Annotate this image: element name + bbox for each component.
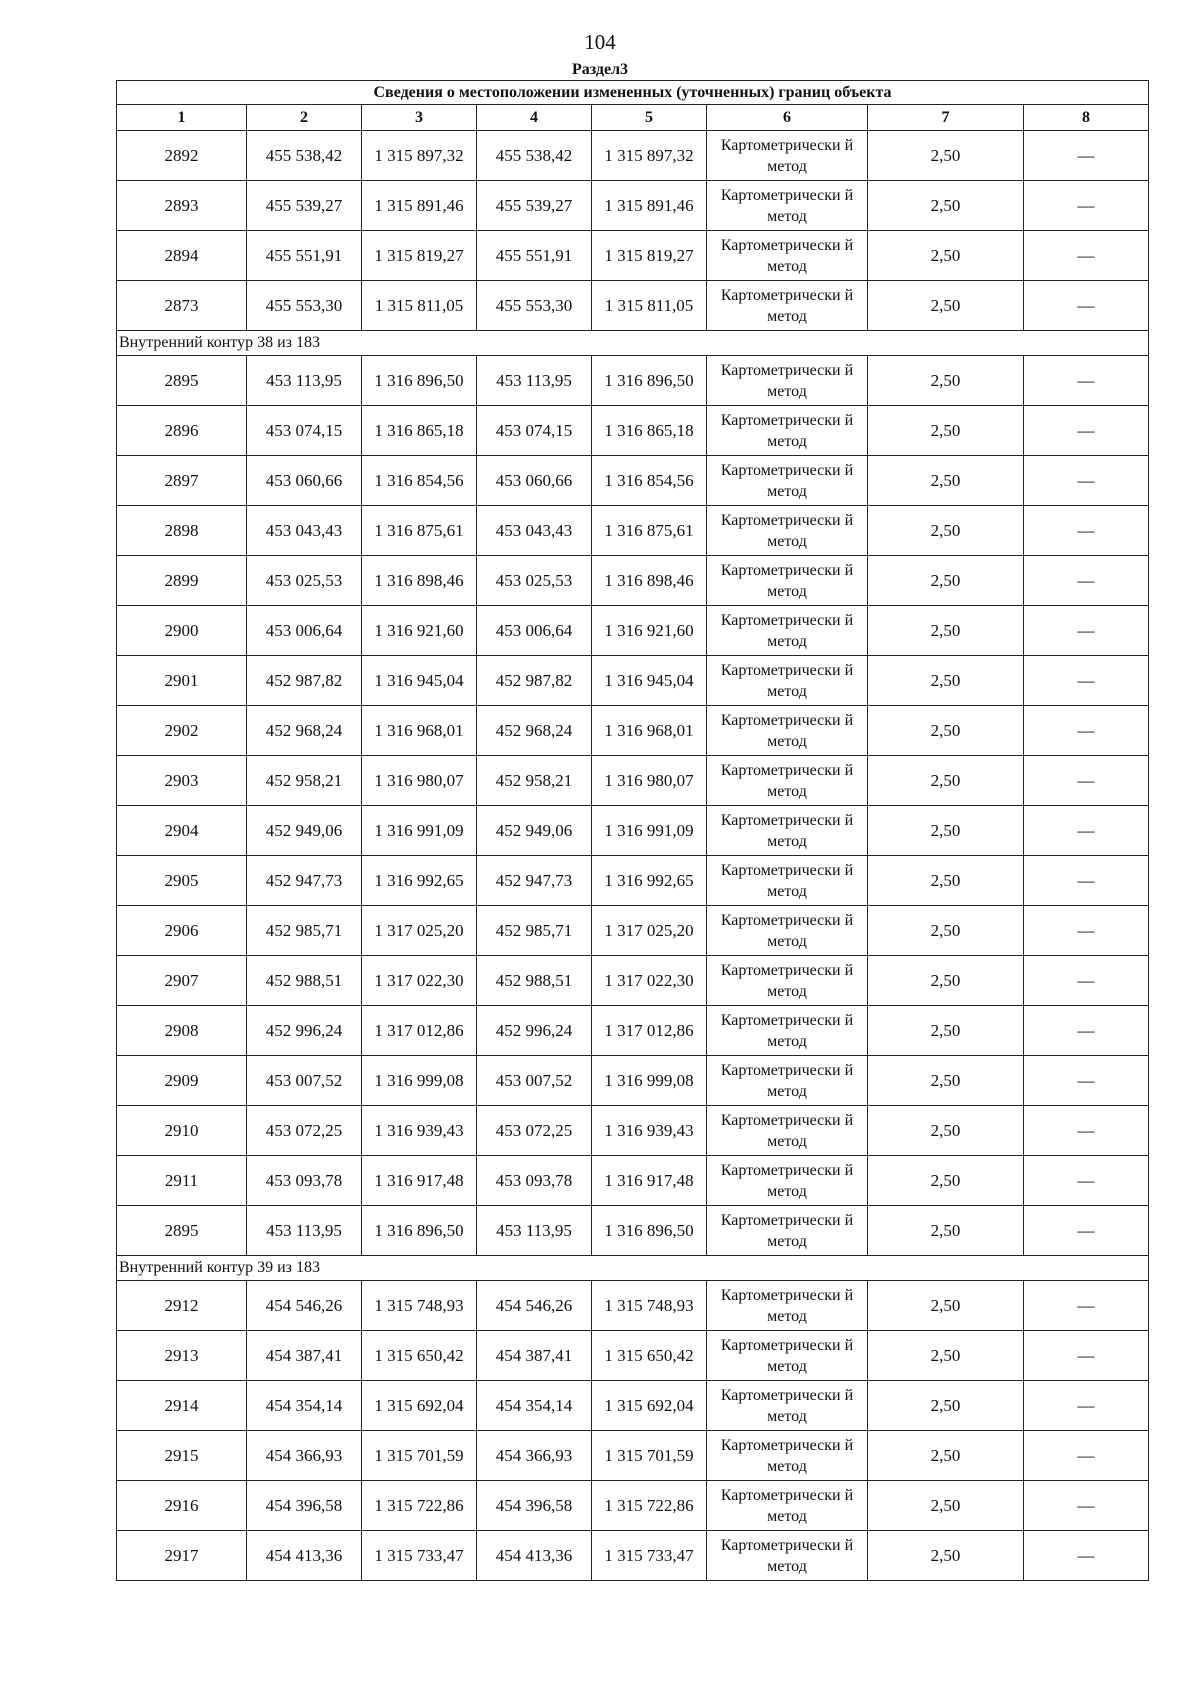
x-new-cell: 455 551,91 [477, 231, 592, 281]
method-cell: Картометрически й метод [707, 1156, 868, 1206]
method-cell: Картометрически й метод [707, 1381, 868, 1431]
y-old-cell: 1 316 917,48 [362, 1156, 477, 1206]
y-old-cell: 1 317 022,30 [362, 956, 477, 1006]
accuracy-cell: 2,50 [868, 1481, 1024, 1531]
y-new-cell: 1 315 733,47 [592, 1531, 707, 1581]
table-caption-row [117, 81, 1149, 105]
x-new-cell: 453 113,95 [477, 1206, 592, 1256]
y-old-cell: 1 315 692,04 [362, 1381, 477, 1431]
description-cell: — [1024, 231, 1149, 281]
y-new-cell: 1 316 917,48 [592, 1156, 707, 1206]
method-cell: Картометрически й метод [707, 1431, 868, 1481]
point-number-cell: 2892 [117, 131, 247, 181]
method-cell: Картометрически й метод [707, 856, 868, 906]
y-old-cell: 1 315 897,32 [362, 131, 477, 181]
point-number-cell: 2899 [117, 556, 247, 606]
y-old-cell: 1 315 811,05 [362, 281, 477, 331]
y-old-cell: 1 315 819,27 [362, 231, 477, 281]
x-old-cell: 453 025,53 [247, 556, 362, 606]
description-cell: — [1024, 1531, 1149, 1581]
x-new-cell: 453 072,25 [477, 1106, 592, 1156]
y-new-cell: 1 315 692,04 [592, 1381, 707, 1431]
y-old-cell: 1 316 921,60 [362, 606, 477, 656]
point-number-cell: 2910 [117, 1106, 247, 1156]
y-new-cell: 1 316 992,65 [592, 856, 707, 906]
point-number-cell: 2916 [117, 1481, 247, 1531]
y-new-cell: 1 315 722,86 [592, 1481, 707, 1531]
y-new-cell: 1 316 875,61 [592, 506, 707, 556]
column-numbers-row [117, 105, 1149, 131]
y-old-cell: 1 315 733,47 [362, 1531, 477, 1581]
description-cell: — [1024, 556, 1149, 606]
y-old-cell: 1 315 722,86 [362, 1481, 477, 1531]
page-number: 104 [584, 30, 616, 54]
column-number: 5 [592, 105, 707, 131]
y-old-cell: 1 316 875,61 [362, 506, 477, 556]
table-row [117, 956, 1149, 1006]
column-number: 4 [477, 105, 592, 131]
method-cell: Картометрически й метод [707, 231, 868, 281]
description-cell: — [1024, 181, 1149, 231]
table-row [117, 181, 1149, 231]
description-cell: — [1024, 756, 1149, 806]
point-number-cell: 2902 [117, 706, 247, 756]
accuracy-cell: 2,50 [868, 956, 1024, 1006]
table-row [117, 1481, 1149, 1531]
y-old-cell: 1 316 939,43 [362, 1106, 477, 1156]
description-cell: — [1024, 1431, 1149, 1481]
y-new-cell: 1 315 819,27 [592, 231, 707, 281]
x-new-cell: 453 093,78 [477, 1156, 592, 1206]
accuracy-cell: 2,50 [868, 456, 1024, 506]
y-old-cell: 1 316 865,18 [362, 406, 477, 456]
table-row [117, 406, 1149, 456]
table-row [117, 1431, 1149, 1481]
table-row [117, 806, 1149, 856]
x-old-cell: 452 949,06 [247, 806, 362, 856]
y-old-cell: 1 316 896,50 [362, 356, 477, 406]
table-row [117, 756, 1149, 806]
table-row [117, 356, 1149, 406]
method-cell: Картометрически й метод [707, 356, 868, 406]
accuracy-cell: 2,50 [868, 1156, 1024, 1206]
x-new-cell: 452 996,24 [477, 1006, 592, 1056]
point-number-cell: 2895 [117, 1206, 247, 1256]
x-new-cell: 452 949,06 [477, 806, 592, 856]
x-old-cell: 453 113,95 [247, 1206, 362, 1256]
y-old-cell: 1 315 701,59 [362, 1431, 477, 1481]
accuracy-cell: 2,50 [868, 556, 1024, 606]
point-number-cell: 2895 [117, 356, 247, 406]
table-row [117, 131, 1149, 181]
description-cell: — [1024, 1481, 1149, 1531]
y-old-cell: 1 316 854,56 [362, 456, 477, 506]
x-old-cell: 452 985,71 [247, 906, 362, 956]
description-cell: — [1024, 606, 1149, 656]
accuracy-cell: 2,50 [868, 1106, 1024, 1156]
x-new-cell: 453 060,66 [477, 456, 592, 506]
description-cell: — [1024, 131, 1149, 181]
description-cell: — [1024, 1381, 1149, 1431]
x-old-cell: 452 996,24 [247, 1006, 362, 1056]
accuracy-cell: 2,50 [868, 356, 1024, 406]
x-new-cell: 452 985,71 [477, 906, 592, 956]
x-old-cell: 453 060,66 [247, 456, 362, 506]
table-caption: Сведения о местоположении измененных (уточненных) границ объекта [117, 81, 1149, 105]
description-cell: — [1024, 406, 1149, 456]
description-cell: — [1024, 506, 1149, 556]
accuracy-cell: 2,50 [868, 131, 1024, 181]
accuracy-cell: 2,50 [868, 1381, 1024, 1431]
description-cell: — [1024, 456, 1149, 506]
description-cell: — [1024, 356, 1149, 406]
accuracy-cell: 2,50 [868, 1331, 1024, 1381]
x-old-cell: 454 413,36 [247, 1531, 362, 1581]
table-row [117, 1381, 1149, 1431]
y-new-cell: 1 316 865,18 [592, 406, 707, 456]
contour-header-row [117, 331, 1149, 356]
method-cell: Картометрически й метод [707, 456, 868, 506]
y-new-cell: 1 316 999,08 [592, 1056, 707, 1106]
method-cell: Картометрически й метод [707, 506, 868, 556]
method-cell: Картометрически й метод [707, 1481, 868, 1531]
x-new-cell: 452 958,21 [477, 756, 592, 806]
x-new-cell: 454 546,26 [477, 1281, 592, 1331]
y-new-cell: 1 316 854,56 [592, 456, 707, 506]
column-number: 6 [707, 105, 868, 131]
x-new-cell: 454 396,58 [477, 1481, 592, 1531]
point-number-cell: 2915 [117, 1431, 247, 1481]
table-row [117, 231, 1149, 281]
y-old-cell: 1 316 999,08 [362, 1056, 477, 1106]
point-number-cell: 2917 [117, 1531, 247, 1581]
method-cell: Картометрически й метод [707, 806, 868, 856]
x-old-cell: 455 538,42 [247, 131, 362, 181]
y-old-cell: 1 315 650,42 [362, 1331, 477, 1381]
y-old-cell: 1 316 992,65 [362, 856, 477, 906]
y-old-cell: 1 316 991,09 [362, 806, 477, 856]
point-number-cell: 2894 [117, 231, 247, 281]
table-row [117, 506, 1149, 556]
contour-label: Внутренний контур 39 из 183 [117, 1256, 1149, 1281]
point-number-cell: 2911 [117, 1156, 247, 1206]
x-old-cell: 452 987,82 [247, 656, 362, 706]
point-number-cell: 2912 [117, 1281, 247, 1331]
y-old-cell: 1 316 896,50 [362, 1206, 477, 1256]
x-old-cell: 453 072,25 [247, 1106, 362, 1156]
description-cell: — [1024, 956, 1149, 1006]
accuracy-cell: 2,50 [868, 406, 1024, 456]
x-old-cell: 453 074,15 [247, 406, 362, 456]
x-new-cell: 454 366,93 [477, 1431, 592, 1481]
method-cell: Картометрически й метод [707, 181, 868, 231]
x-old-cell: 452 947,73 [247, 856, 362, 906]
accuracy-cell: 2,50 [868, 706, 1024, 756]
x-new-cell: 453 025,53 [477, 556, 592, 606]
point-number-cell: 2906 [117, 906, 247, 956]
accuracy-cell: 2,50 [868, 906, 1024, 956]
x-old-cell: 455 553,30 [247, 281, 362, 331]
method-cell: Картометрически й метод [707, 1106, 868, 1156]
column-number: 1 [117, 105, 247, 131]
table-row [117, 906, 1149, 956]
y-new-cell: 1 316 921,60 [592, 606, 707, 656]
x-old-cell: 453 113,95 [247, 356, 362, 406]
table-row [117, 856, 1149, 906]
description-cell: — [1024, 1006, 1149, 1056]
point-number-cell: 2903 [117, 756, 247, 806]
coordinates-table [116, 80, 1149, 1581]
x-new-cell: 455 539,27 [477, 181, 592, 231]
method-cell: Картометрически й метод [707, 556, 868, 606]
contour-header-row [117, 1256, 1149, 1281]
x-new-cell: 453 007,52 [477, 1056, 592, 1106]
table-row [117, 706, 1149, 756]
y-old-cell: 1 316 945,04 [362, 656, 477, 706]
accuracy-cell: 2,50 [868, 1006, 1024, 1056]
point-number-cell: 2898 [117, 506, 247, 556]
description-cell: — [1024, 1106, 1149, 1156]
method-cell: Картометрически й метод [707, 1331, 868, 1381]
y-new-cell: 1 315 897,32 [592, 131, 707, 181]
point-number-cell: 2904 [117, 806, 247, 856]
table-row [117, 556, 1149, 606]
point-number-cell: 2913 [117, 1331, 247, 1381]
y-new-cell: 1 316 980,07 [592, 756, 707, 806]
table-row [117, 606, 1149, 656]
y-new-cell: 1 316 945,04 [592, 656, 707, 706]
description-cell: — [1024, 1206, 1149, 1256]
y-new-cell: 1 315 748,93 [592, 1281, 707, 1331]
point-number-cell: 2901 [117, 656, 247, 706]
description-cell: — [1024, 906, 1149, 956]
accuracy-cell: 2,50 [868, 1531, 1024, 1581]
y-new-cell: 1 316 991,09 [592, 806, 707, 856]
point-number-cell: 2896 [117, 406, 247, 456]
method-cell: Картометрически й метод [707, 406, 868, 456]
accuracy-cell: 2,50 [868, 1056, 1024, 1106]
method-cell: Картометрически й метод [707, 131, 868, 181]
accuracy-cell: 2,50 [868, 656, 1024, 706]
table-body [117, 81, 1149, 1581]
table-row [117, 1206, 1149, 1256]
section-title: Раздел3 [571, 61, 629, 78]
x-old-cell: 453 007,52 [247, 1056, 362, 1106]
y-old-cell: 1 317 025,20 [362, 906, 477, 956]
x-old-cell: 455 539,27 [247, 181, 362, 231]
accuracy-cell: 2,50 [868, 606, 1024, 656]
x-new-cell: 452 968,24 [477, 706, 592, 756]
y-old-cell: 1 315 748,93 [362, 1281, 477, 1331]
column-number: 3 [362, 105, 477, 131]
contour-label: Внутренний контур 38 из 183 [117, 331, 1149, 356]
y-old-cell: 1 316 968,01 [362, 706, 477, 756]
x-new-cell: 453 074,15 [477, 406, 592, 456]
table-row [117, 1006, 1149, 1056]
x-new-cell: 452 987,82 [477, 656, 592, 706]
table-row [117, 1156, 1149, 1206]
description-cell: — [1024, 806, 1149, 856]
y-old-cell: 1 317 012,86 [362, 1006, 477, 1056]
description-cell: — [1024, 656, 1149, 706]
accuracy-cell: 2,50 [868, 231, 1024, 281]
accuracy-cell: 2,50 [868, 1206, 1024, 1256]
method-cell: Картометрически й метод [707, 1056, 868, 1106]
method-cell: Картометрически й метод [707, 1531, 868, 1581]
table-row [117, 656, 1149, 706]
x-old-cell: 452 988,51 [247, 956, 362, 1006]
y-new-cell: 1 315 701,59 [592, 1431, 707, 1481]
point-number-cell: 2900 [117, 606, 247, 656]
description-cell: — [1024, 1156, 1149, 1206]
x-new-cell: 454 387,41 [477, 1331, 592, 1381]
table-row [117, 1056, 1149, 1106]
x-new-cell: 453 113,95 [477, 356, 592, 406]
table-row [117, 1281, 1149, 1331]
x-old-cell: 452 968,24 [247, 706, 362, 756]
y-new-cell: 1 315 811,05 [592, 281, 707, 331]
x-old-cell: 454 396,58 [247, 1481, 362, 1531]
x-old-cell: 453 043,43 [247, 506, 362, 556]
x-new-cell: 453 006,64 [477, 606, 592, 656]
point-number-cell: 2907 [117, 956, 247, 1006]
table-row [117, 456, 1149, 506]
description-cell: — [1024, 706, 1149, 756]
x-new-cell: 452 988,51 [477, 956, 592, 1006]
x-old-cell: 454 546,26 [247, 1281, 362, 1331]
x-new-cell: 455 553,30 [477, 281, 592, 331]
y-new-cell: 1 316 896,50 [592, 1206, 707, 1256]
accuracy-cell: 2,50 [868, 181, 1024, 231]
y-new-cell: 1 316 968,01 [592, 706, 707, 756]
y-old-cell: 1 316 980,07 [362, 756, 477, 806]
x-old-cell: 455 551,91 [247, 231, 362, 281]
x-old-cell: 452 958,21 [247, 756, 362, 806]
point-number-cell: 2908 [117, 1006, 247, 1056]
x-old-cell: 453 006,64 [247, 606, 362, 656]
accuracy-cell: 2,50 [868, 506, 1024, 556]
method-cell: Картометрически й метод [707, 1206, 868, 1256]
y-new-cell: 1 315 891,46 [592, 181, 707, 231]
method-cell: Картометрически й метод [707, 706, 868, 756]
y-new-cell: 1 315 650,42 [592, 1331, 707, 1381]
method-cell: Картометрически й метод [707, 606, 868, 656]
description-cell: — [1024, 1056, 1149, 1106]
accuracy-cell: 2,50 [868, 856, 1024, 906]
method-cell: Картометрически й метод [707, 956, 868, 1006]
x-new-cell: 452 947,73 [477, 856, 592, 906]
y-new-cell: 1 316 898,46 [592, 556, 707, 606]
x-old-cell: 454 366,93 [247, 1431, 362, 1481]
accuracy-cell: 2,50 [868, 1431, 1024, 1481]
method-cell: Картометрически й метод [707, 1006, 868, 1056]
column-number: 2 [247, 105, 362, 131]
description-cell: — [1024, 281, 1149, 331]
point-number-cell: 2905 [117, 856, 247, 906]
method-cell: Картометрически й метод [707, 756, 868, 806]
x-old-cell: 453 093,78 [247, 1156, 362, 1206]
method-cell: Картометрически й метод [707, 656, 868, 706]
column-number: 7 [868, 105, 1024, 131]
x-new-cell: 453 043,43 [477, 506, 592, 556]
x-old-cell: 454 354,14 [247, 1381, 362, 1431]
point-number-cell: 2893 [117, 181, 247, 231]
column-number: 8 [1024, 105, 1149, 131]
accuracy-cell: 2,50 [868, 756, 1024, 806]
point-number-cell: 2897 [117, 456, 247, 506]
description-cell: — [1024, 856, 1149, 906]
method-cell: Картометрически й метод [707, 281, 868, 331]
table-row [117, 281, 1149, 331]
y-new-cell: 1 316 939,43 [592, 1106, 707, 1156]
point-number-cell: 2914 [117, 1381, 247, 1431]
x-old-cell: 454 387,41 [247, 1331, 362, 1381]
y-new-cell: 1 317 022,30 [592, 956, 707, 1006]
y-new-cell: 1 317 012,86 [592, 1006, 707, 1056]
description-cell: — [1024, 1331, 1149, 1381]
y-new-cell: 1 316 896,50 [592, 356, 707, 406]
method-cell: Картометрически й метод [707, 1281, 868, 1331]
method-cell: Картометрически й метод [707, 906, 868, 956]
x-new-cell: 455 538,42 [477, 131, 592, 181]
description-cell: — [1024, 1281, 1149, 1331]
accuracy-cell: 2,50 [868, 281, 1024, 331]
y-old-cell: 1 316 898,46 [362, 556, 477, 606]
y-new-cell: 1 317 025,20 [592, 906, 707, 956]
x-new-cell: 454 413,36 [477, 1531, 592, 1581]
y-old-cell: 1 315 891,46 [362, 181, 477, 231]
table-row [117, 1106, 1149, 1156]
accuracy-cell: 2,50 [868, 806, 1024, 856]
point-number-cell: 2909 [117, 1056, 247, 1106]
x-new-cell: 454 354,14 [477, 1381, 592, 1431]
table-row [117, 1531, 1149, 1581]
table-row [117, 1331, 1149, 1381]
point-number-cell: 2873 [117, 281, 247, 331]
accuracy-cell: 2,50 [868, 1281, 1024, 1331]
